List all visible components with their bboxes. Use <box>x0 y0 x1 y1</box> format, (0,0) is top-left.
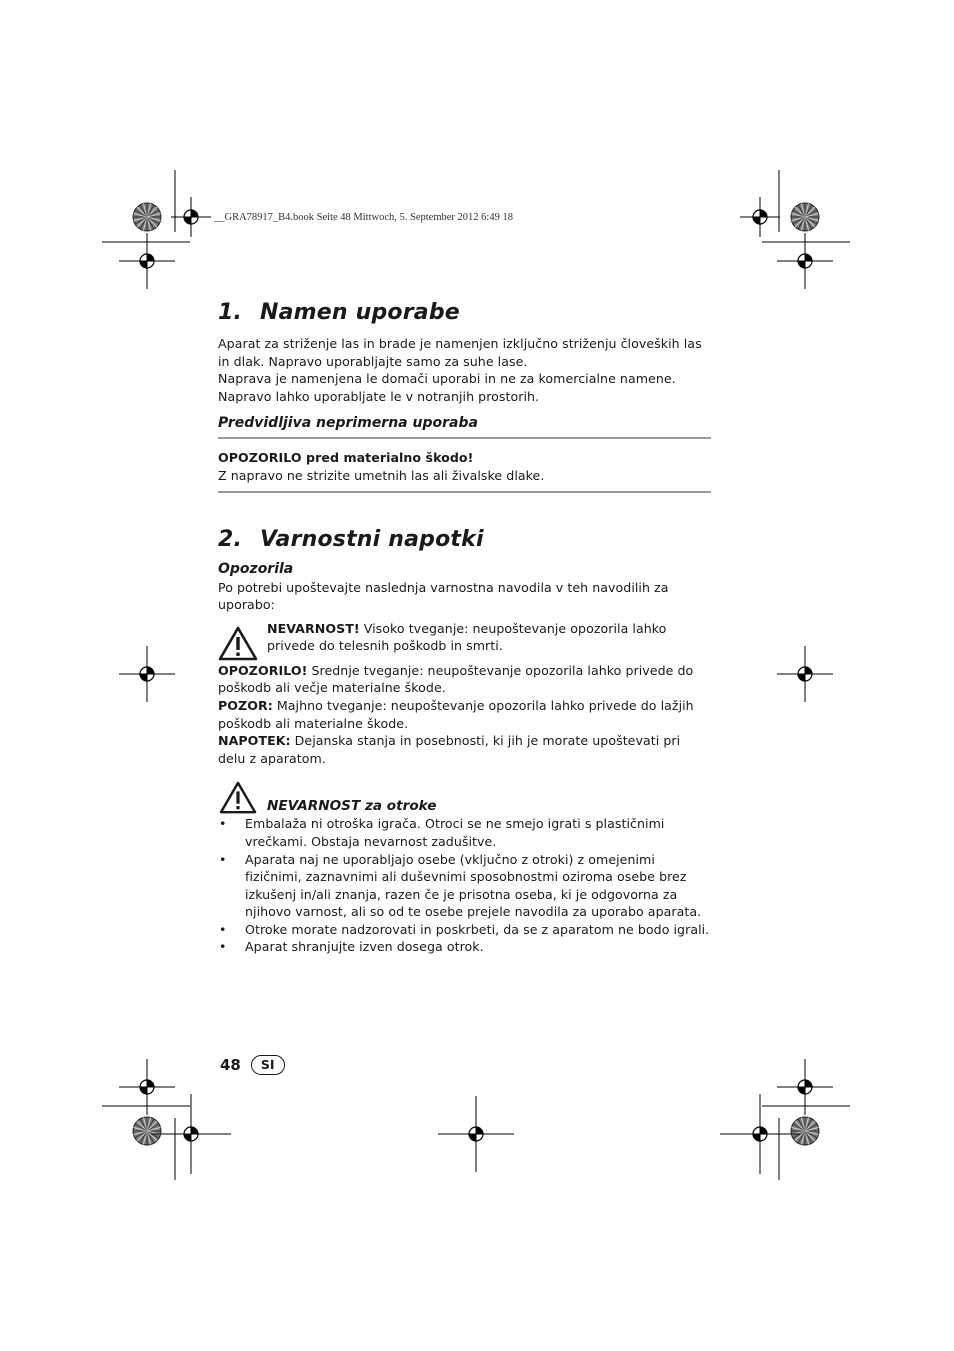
material-warning-text: Z napravo ne strizite umetnih las ali živalske dlake. <box>218 467 545 483</box>
registration-mark-icon <box>119 1059 175 1115</box>
list-item: • Aparat shranjujte izven dosega otrok. <box>218 938 711 956</box>
section-2-title: Varnostni napotki <box>260 526 484 552</box>
note-text: Dejanska stanja in posebnosti, ki jih je morate upoštevati pri delu z aparatom. <box>218 733 681 766</box>
color-wheel-icon <box>133 1117 161 1145</box>
note-paragraph <box>218 732 711 767</box>
children-bullet-list <box>218 815 711 956</box>
caution-label: POZOR: <box>218 697 273 713</box>
warning-triangle-icon <box>218 626 258 662</box>
section-1-title: Namen uporabe <box>260 300 460 325</box>
page-number: 48 <box>220 1056 241 1074</box>
danger-label: NEVARNOST! <box>267 620 360 636</box>
page-content <box>218 296 711 956</box>
color-wheel-icon <box>791 1117 819 1145</box>
section-2-number: 2. <box>218 526 243 552</box>
children-danger-heading: NEVARNOST za otroke <box>267 798 437 815</box>
danger-text: Visoko tveganje: neupoštevanje opozorila lahko privede do telesnih poškodb in smrti. <box>267 620 667 654</box>
section-2-heading <box>218 523 711 557</box>
registration-mark-icon <box>119 646 175 702</box>
color-wheel-icon <box>133 203 161 231</box>
caution-text: Majhno tveganje: neupoštevanje opozorila lahko privede do lažjih poškodb ali materialne škode. <box>218 697 694 731</box>
section-1-heading <box>218 296 711 330</box>
material-damage-warning <box>218 439 711 490</box>
section-1-para-1: Aparat za striženje las in brade je namenjen izključno striženju človeških las in dlak. Napravo uporabljajte samo za suhe lase. <box>218 336 702 369</box>
warning-triangle-icon <box>218 781 258 815</box>
list-item: • Aparata naj ne uporabljajo osebe (vključno z otroki) z omejenimi fizičnimi, zaznavnimi ali duševnimi sposobnostmi oziroma osebe brez izkušenj in/ali znanja, razen če je prisotna oseba, ki je odgovorna za njihovo varnost, ali so od te osebe prejele navodila za uporabo aparata. <box>218 851 711 921</box>
registration-mark-icon <box>777 233 833 289</box>
warnings-subheading: Opozorila <box>218 560 294 577</box>
material-warning-title: OPOZORILO pred materialno škodo! <box>218 450 474 466</box>
warnings-intro: Po potrebi upoštevajte naslednja varnostna navodila v teh navodilih za uporabo: <box>218 579 669 613</box>
danger-row <box>218 620 711 662</box>
registration-mark-icon <box>171 197 211 237</box>
children-danger-heading-row <box>218 781 711 815</box>
misuse-subheading: Predvidljiva neprimerna uporaba <box>218 415 478 432</box>
registration-mark-icon <box>438 1096 514 1172</box>
language-badge: SI <box>251 1055 285 1075</box>
registration-mark-icon <box>740 197 780 237</box>
list-item: • Embalaža ni otroška igrača. Otroci se ne smejo igrati s plastičnimi vrečkami. Obstaja nevarnost zadušitve. <box>218 815 711 850</box>
note-label: NAPOTEK: <box>218 733 291 749</box>
danger-paragraph <box>267 620 711 655</box>
caution-paragraph <box>218 697 711 732</box>
warning-text: Srednje tveganje: neupoštevanje opozorila lahko privede do poškodb ali večje materialne škode. <box>218 662 694 696</box>
registration-mark-icon <box>119 233 175 289</box>
warning-paragraph <box>218 662 711 697</box>
warning-label: OPOZORILO! <box>218 662 308 678</box>
book-file-line: __GRA78917_B4.book Seite 48 Mittwoch, 5. September 2012 6:49 18 <box>214 212 513 223</box>
registration-mark-icon <box>777 1059 833 1115</box>
list-item: • Otroke morate nadzorovati in poskrbeti, da se z aparatom ne bodo igrali. <box>218 921 711 939</box>
section-1-number: 1. <box>218 300 243 325</box>
registration-mark-icon <box>777 646 833 702</box>
page-footer <box>220 1055 285 1075</box>
color-wheel-icon <box>791 203 819 231</box>
section-1-para-2: Naprava je namenjena le domači uporabi in ne za komercialne namene. Napravo lahko uporabljate le v notranjih prostorih. <box>218 371 676 404</box>
